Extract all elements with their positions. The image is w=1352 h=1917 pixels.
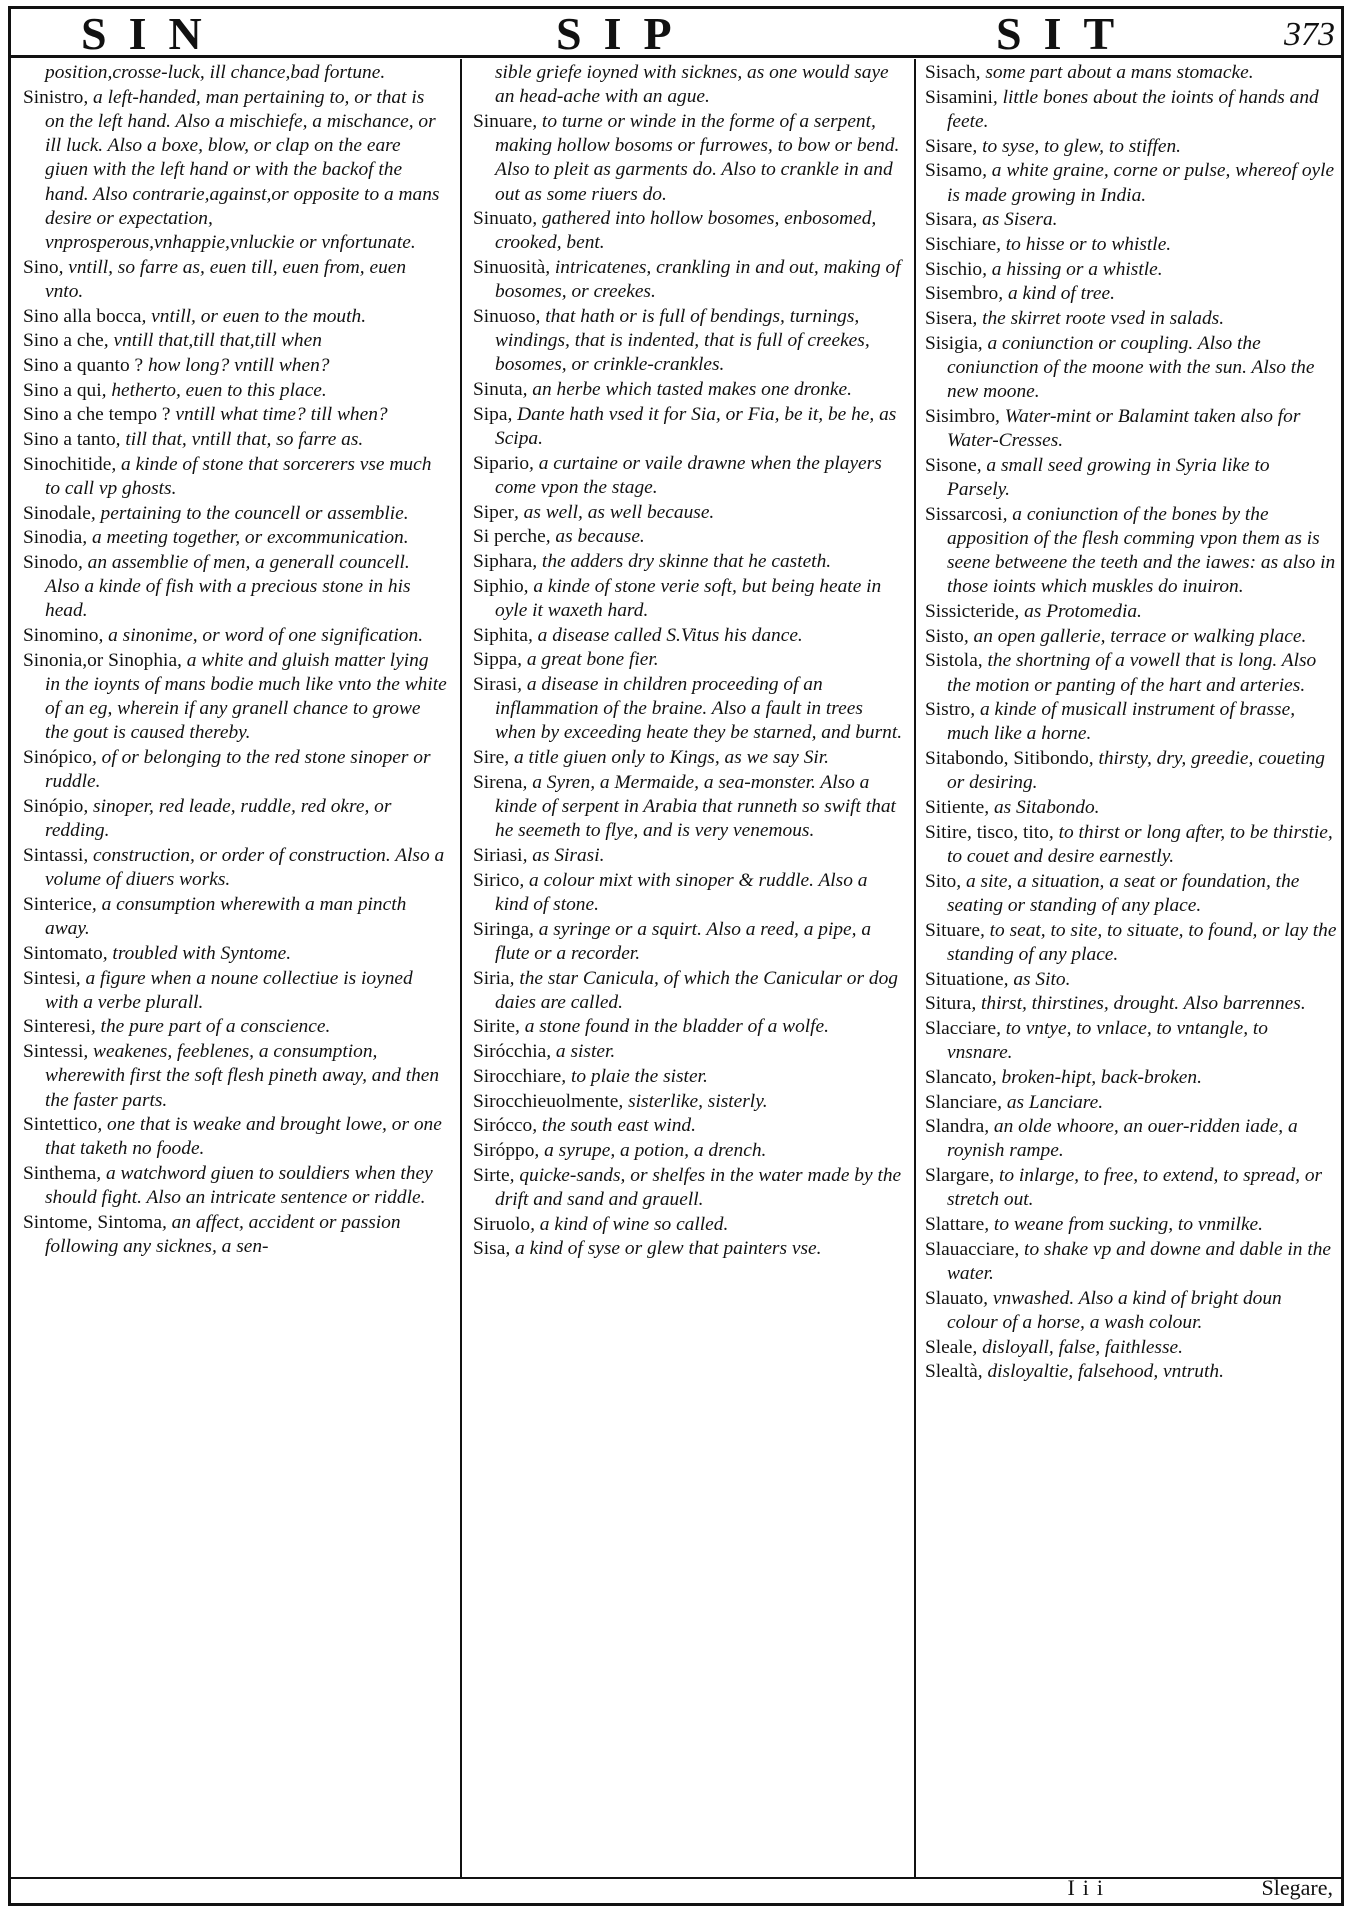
dictionary-entry (23, 1162, 448, 1210)
entry-definition: , a title giuen only to Kings, as we say Sir. (504, 747, 830, 769)
entry-headword: Slacciare (925, 1017, 997, 1039)
dictionary-entry (473, 305, 905, 378)
column-right (925, 61, 1337, 1867)
dictionary-entry (925, 1164, 1337, 1212)
entry-definition: , an affect, accident or passion following any sicknes, a sen- (45, 1212, 401, 1258)
entry-headword: Sipario (473, 452, 530, 474)
entry-definition: vntill what time? till when? (170, 404, 388, 426)
entry-definition: , the shortning of a vowell that is long. Also the motion or panting of the hart and arteries. (947, 650, 1317, 696)
dictionary-entry (23, 844, 448, 892)
entry-headword: Sisa (473, 1238, 506, 1260)
dictionary-entry (23, 1211, 448, 1259)
entry-definition: , a white graine, corne or pulse, whereof oyle is made growing in India. (947, 160, 1335, 206)
column-middle (473, 61, 905, 1867)
dictionary-entry (925, 600, 1337, 624)
dictionary-entry (925, 1360, 1337, 1384)
dictionary-entry (925, 747, 1337, 795)
entry-definition: , a coniunction or coupling. Also the coniunction of the moone with the sun. Also the new moone. (947, 332, 1315, 403)
entry-headword: Sisimbro (925, 405, 996, 427)
entry-headword: Sinodo (23, 552, 78, 574)
entry-headword: Sirena (473, 771, 523, 793)
entry-definition: , a kinde of musicall instrument of brasse, much like a horne. (947, 699, 1296, 745)
dictionary-entry (473, 1213, 905, 1237)
dictionary-entry (925, 698, 1337, 746)
entry-headword: Siphio (473, 575, 524, 597)
entry-headword: Sisembro (925, 283, 999, 305)
dictionary-entry (23, 551, 448, 624)
dictionary-entry (473, 1065, 905, 1089)
entry-definition: , to vntye, to vnlace, to vntangle, to vnsnare. (947, 1017, 1268, 1064)
dictionary-entry (473, 378, 905, 402)
dictionary-entry (925, 821, 1337, 869)
dictionary-entry (925, 454, 1337, 502)
entry-headword: Sinuare (473, 110, 533, 132)
entry-definition: , a kinde of stone that sorcerers vse much to call vp ghosts. (45, 453, 432, 499)
entry-definition: , a kind of tree. (998, 283, 1115, 305)
entry-headword: Sissicteride (925, 600, 1015, 622)
entry-headword: Sito (925, 870, 957, 892)
entry-headword: Sintesi (23, 967, 76, 989)
entry-headword: Sinistro (23, 86, 84, 108)
entry-definition: , sinoper, red leade, ruddle, red okre, or redding. (45, 796, 392, 842)
dictionary-entry (23, 624, 448, 648)
dictionary-entry (23, 329, 448, 353)
entry-definition: , as Sisera. (972, 209, 1058, 231)
entry-headword: Situare (925, 919, 980, 941)
entry-definition: , a consumption wherewith a man pincth away. (45, 893, 407, 940)
entry-headword: Sinuato (473, 208, 533, 230)
entry-definition: , as well, as well because. (513, 501, 715, 523)
entry-headword: Sire (473, 747, 505, 769)
dictionary-entry (23, 354, 448, 378)
dictionary-entry (473, 403, 905, 451)
entry-definition: , thirst, thirstines, drought. Also barrennes. (971, 993, 1306, 1015)
dictionary-entry (23, 61, 448, 85)
entry-headword: Siruolo (473, 1213, 531, 1235)
entry-definition: , a stone found in the bladder of a wolfe. (515, 1016, 830, 1038)
dictionary-entry (23, 649, 448, 746)
entry-definition: , gathered into hollow bosomes, enbosomed, crooked, bent. (495, 208, 877, 254)
dictionary-entry (23, 453, 448, 501)
entry-definition: , Dante hath vsed it for Sia, or Fia, be it, be he, as Scipa. (495, 403, 897, 450)
dictionary-entry (925, 870, 1337, 918)
entry-definition: sible griefe ioyned with sicknes, as one would saye an head-ache with an ague. (495, 62, 889, 108)
entry-headword: Sino a che tempo ? (23, 404, 171, 426)
entry-headword: Situatione (925, 968, 1004, 990)
entry-headword: Sinuta (473, 379, 523, 401)
dictionary-entry (23, 746, 448, 794)
dictionary-entry (473, 61, 905, 109)
dictionary-entry (925, 625, 1337, 649)
entry-headword: Sintome, Sintoma (23, 1212, 162, 1234)
dictionary-entry (473, 673, 905, 746)
dictionary-entry (925, 503, 1337, 600)
entry-definition: , an assemblie of men, a generall councell. Also a kinde of fish with a precious stone in his head. (45, 552, 411, 622)
entry-definition: , a sinonime, or word of one signification. (98, 625, 424, 647)
entry-definition: , a sister. (546, 1041, 616, 1063)
entry-headword: Sleale (925, 1336, 973, 1358)
entry-definition: , vntill, or euen to the mouth. (141, 305, 367, 327)
entry-definition: , the adders dry skinne that he casteth. (532, 551, 832, 573)
entry-headword: Sinuoso (473, 306, 536, 328)
entry-definition: , to plaie the sister. (561, 1065, 708, 1087)
entry-headword: Sissarcosi (925, 503, 1003, 525)
entry-definition: , the south east wind. (532, 1115, 696, 1137)
dictionary-entry (925, 1091, 1337, 1115)
dictionary-entry (473, 1237, 905, 1261)
dictionary-entry (925, 282, 1337, 306)
dictionary-entry (473, 746, 905, 770)
dictionary-entry (473, 110, 905, 207)
dictionary-entry (23, 942, 448, 966)
entry-definition: , that hath or is full of bendings, turnings, windings, that is indented, that is full of creekes, bosomes, or crinkle-crankles. (495, 306, 870, 376)
entry-headword: Sistro (925, 699, 971, 721)
entry-headword: Sistola (925, 650, 978, 672)
entry-definition: , of or belonging to the red stone sinoper or ruddle. (45, 747, 431, 793)
entry-definition: , a left-handed, man pertaining to, or that is on the left hand. Also a mischiefe, a mischance, or ill luck. Also a boxe, blow, or clap on the eare giuen with the left hand or with the backof the hand. Also contrarie,against,or opposite to a mans desire or expectation, vnprosperous,vnhappie,vnluckie or vnfortunate. (45, 86, 440, 253)
dictionary-entry (473, 1015, 905, 1039)
dictionary-entry (473, 967, 905, 1015)
entry-definition: , as Sito. (1003, 968, 1071, 990)
guide-word-left: SIN (81, 8, 224, 59)
dictionary-entry (925, 208, 1337, 232)
dictionary-entry (473, 624, 905, 648)
dictionary-entry (925, 1066, 1337, 1090)
signature-mark: Iii (1067, 1875, 1111, 1900)
entry-definition: how long? vntill when? (143, 354, 330, 376)
dictionary-entry (473, 501, 905, 525)
entry-headword: Sinodia (23, 527, 83, 549)
entry-definition: , vntill that,till that,till when (103, 330, 322, 352)
entry-headword: Slanciare (925, 1091, 998, 1113)
dictionary-entry (473, 918, 905, 966)
entry-headword: Sisamini (925, 86, 993, 108)
dictionary-entry (23, 893, 448, 941)
entry-headword: Sinópio (23, 796, 84, 818)
dictionary-entry (925, 1336, 1337, 1360)
dictionary-entry (23, 1113, 448, 1161)
entry-definition: , a kind of syse or glew that painters vse. (505, 1238, 822, 1260)
entry-definition: , a small seed growing in Syria like to Parsely. (947, 454, 1270, 500)
dictionary-entry (473, 771, 905, 844)
entry-headword: Sinochitide (23, 453, 112, 475)
dictionary-entry (925, 1287, 1337, 1335)
entry-headword: Sisare (925, 135, 973, 157)
dictionary-entry (925, 405, 1337, 453)
dictionary-entry (925, 258, 1337, 282)
entry-definition: , a kinde of stone verie soft, but being heate in oyle it waxeth hard. (495, 575, 882, 621)
dictionary-entry (23, 1015, 448, 1039)
dictionary-entry (23, 403, 448, 427)
entry-headword: Sinthema (23, 1163, 97, 1185)
dictionary-entry (473, 575, 905, 623)
entry-headword: Sinópico (23, 747, 92, 769)
entry-headword: Sisamo (925, 160, 983, 182)
entry-headword: Slattare (925, 1214, 985, 1236)
column-rule (460, 59, 462, 1879)
entry-headword: Sinteresi (23, 1016, 91, 1038)
dictionary-entry (473, 256, 905, 304)
entry-headword: Sino a qui (23, 379, 102, 401)
entry-definition: , a meeting together, or excommunication. (82, 527, 409, 549)
dictionary-entry (473, 1139, 905, 1163)
entry-headword: Sippa (473, 649, 518, 671)
entry-headword: Slargare (925, 1165, 990, 1187)
entry-definition: , vnwashed. Also a kind of bright doun colour of a horse, a wash colour. (947, 1287, 1282, 1333)
entry-headword: Sinomino (23, 625, 99, 647)
entry-headword: Siringa (473, 918, 530, 940)
guide-word-middle: SIP (556, 8, 694, 59)
entry-definition: , to thirst or long after, to be thirstie, to couet and desire earnestly. (947, 821, 1333, 867)
entry-definition: , to seat, to site, to situate, to found, or lay the standing of any place. (947, 919, 1337, 965)
entry-definition: , to inlarge, to free, to extend, to spread, or stretch out. (947, 1165, 1323, 1211)
entry-definition: , a disease called S.Vitus his dance. (527, 624, 803, 646)
dictionary-entry (23, 86, 448, 255)
entry-definition: , some part about a mans stomacke. (975, 62, 1254, 83)
entry-headword: Sisera (925, 308, 973, 330)
entry-headword: Sirasi (473, 674, 518, 696)
entry-headword: Sinterice (23, 893, 92, 915)
entry-headword: Siphita (473, 624, 528, 646)
entry-headword: Slealtà (925, 1361, 978, 1383)
entry-headword: Sirócchia (473, 1041, 547, 1063)
entry-headword: Sino a tanto (23, 429, 116, 451)
entry-definition: , hetherto, euen to this place. (101, 379, 327, 401)
dictionary-entry (473, 869, 905, 917)
dictionary-entry (925, 796, 1337, 820)
entry-headword: Si perche (473, 526, 546, 548)
entry-definition: , a hissing or a whistle. (982, 258, 1163, 280)
entry-headword: Siriasi (473, 845, 523, 866)
entry-definition: , a figure when a noune collectiue is ioyned with a verbe plurall. (45, 967, 413, 1013)
entry-definition: , Water-mint or Balamint taken also for Water-Cresses. (947, 405, 1301, 452)
entry-definition: , a white and gluish matter lying in the ioynts of mans bodie much like vnto the white of an eg, wherein if any granell chance to growe the gout is caused thereby. (45, 649, 447, 744)
dictionary-entry (23, 967, 448, 1015)
entry-headword: Slauacciare (925, 1238, 1015, 1260)
page-number: 373 (1284, 16, 1335, 53)
dictionary-entry (23, 428, 448, 452)
entry-definition: , an open gallerie, terrace or walking place. (963, 625, 1307, 647)
dictionary-entry (473, 525, 905, 549)
entry-headword: Sino alla bocca (23, 305, 142, 327)
dictionary-entry (925, 61, 1337, 85)
entry-headword: Sirico (473, 869, 520, 891)
entry-headword: Siróppo (473, 1139, 535, 1161)
entry-headword: Sino a che (23, 330, 104, 352)
entry-definition: , a kind of wine so called. (530, 1213, 729, 1235)
entry-headword: Siper (473, 501, 514, 523)
entry-headword: Sisone (925, 454, 977, 476)
entry-headword: Sintassi (23, 845, 84, 866)
entry-definition: , a coniunction of the bones by the apposition of the flesh comming vpon them as is seene betweene the teeth and the iawes: as also in those ioints which muskles do inuiron. (947, 503, 1336, 598)
dictionary-entry (925, 1213, 1337, 1237)
column-left (23, 61, 448, 1867)
entry-headword: Sirocchiare (473, 1065, 562, 1087)
entry-definition: , vntill, so farre as, euen till, euen from, euen vnto. (45, 256, 407, 302)
dictionary-entry (473, 452, 905, 500)
entry-definition: , to shake vp and downe and dable in the water. (947, 1238, 1332, 1284)
entry-headword: Sitabondo, Sitibondo (925, 748, 1089, 770)
dictionary-entry (473, 648, 905, 672)
dictionary-entry (473, 1090, 905, 1114)
entry-definition: , a great bone fier. (517, 649, 659, 671)
catchword: Slegare, (1261, 1875, 1333, 1900)
entry-definition: , weakenes, feeblenes, a consumption, wherewith first the soft flesh pineth away, and then the faster parts. (45, 1041, 440, 1111)
dictionary-entry (925, 649, 1337, 697)
entry-definition: , a watchword giuen to souldiers when they should fight. Also an intricate sentence or riddle. (45, 1163, 433, 1209)
entry-definition: , a site, a situation, a seat or foundation, the seating or standing of any place. (947, 870, 1300, 916)
dictionary-entry (473, 1114, 905, 1138)
dictionary-entry (23, 526, 448, 550)
entry-headword: Siria (473, 967, 510, 989)
entry-definition: , thirsty, dry, greedie, coueting or desiring. (947, 748, 1326, 794)
entry-definition: , broken-hipt, back-broken. (991, 1066, 1202, 1088)
dictionary-entry (473, 1040, 905, 1064)
entry-definition: , a curtaine or vaile drawne when the players come vpon the stage. (495, 452, 882, 498)
entry-headword: Sisigia (925, 332, 978, 354)
entry-headword: Sinonia,or Sinophia (23, 649, 178, 671)
dictionary-entry (23, 256, 448, 304)
entry-headword: Sirte (473, 1164, 510, 1186)
entry-headword: Sitire, tisco, tito (925, 821, 1049, 843)
entry-definition: , disloyaltie, falsehood, vntruth. (977, 1361, 1224, 1383)
entry-definition: position,crosse-luck, ill chance,bad fortune. (45, 62, 386, 83)
entry-definition: , the skirret roote vsed in salads. (972, 308, 1225, 330)
entry-headword: Sino (23, 256, 59, 278)
entry-headword: Sintomato (23, 942, 103, 964)
dictionary-page (8, 6, 1344, 1906)
entry-headword: Sinuosità (473, 257, 546, 279)
entry-headword: Sinodale (23, 502, 91, 524)
entry-definition: , a colour mixt with sinoper & ruddle. Also a kind of stone. (495, 869, 868, 915)
entry-definition: , construction, or order of construction. Also a volume of diuers works. (45, 845, 445, 891)
entry-definition: , little bones about the ioints of hands and feete. (947, 86, 1319, 132)
entry-headword: Sischiare (925, 233, 997, 255)
entry-definition: , a Syren, a Mermaide, a sea-monster. Also a kinde of serpent in Arabia that runneth so swift that he seemeth to flye, and is very venemous. (495, 771, 896, 842)
entry-definition: , one that is weake and brought lowe, or one that taketh no foode. (45, 1114, 442, 1160)
entry-headword: Sintettico (23, 1114, 98, 1136)
entry-definition: , as Sirasi. (522, 845, 605, 866)
dictionary-entry (925, 992, 1337, 1016)
entry-definition: , an herbe which tasted makes one dronke. (522, 379, 852, 401)
entry-definition: , a syringe or a squirt. Also a reed, a pipe, a flute or a recorder. (495, 918, 872, 964)
dictionary-entry (473, 207, 905, 255)
dictionary-entry (23, 379, 448, 403)
entry-definition: , as Sitabondo. (984, 797, 1100, 819)
entry-definition: , an olde whoore, an ouer-ridden iade, a roynish rampe. (947, 1116, 1298, 1162)
dictionary-entry (473, 1164, 905, 1212)
entry-definition: , disloyall, false, faithlesse. (972, 1336, 1183, 1358)
dictionary-entry (925, 86, 1337, 134)
entry-definition: , to turne or winde in the forme of a serpent, making hollow bosoms or furrowes, to bow or bend. Also to pleit as garments do. Also to crankle in and out as some riuers do. (495, 110, 900, 205)
entry-definition: , the star Canicula, of which the Canicular or dog daies are called. (495, 967, 898, 1013)
dictionary-entry (23, 1040, 448, 1113)
dictionary-entry (925, 332, 1337, 405)
entry-headword: Slandra (925, 1116, 985, 1138)
dictionary-entry (925, 135, 1337, 159)
dictionary-entry (925, 1017, 1337, 1065)
entry-headword: Sirócco (473, 1115, 533, 1137)
dictionary-entry (23, 795, 448, 843)
running-header (11, 9, 1341, 58)
entry-headword: Siphara (473, 551, 533, 573)
entry-headword: Sisach (925, 62, 976, 83)
entry-definition: , a syrupe, a potion, a drench. (534, 1139, 767, 1161)
entry-headword: Sischio (925, 258, 983, 280)
entry-headword: Sirite (473, 1016, 516, 1038)
entry-headword: Sitiente (925, 797, 985, 819)
entry-definition: , a disease in children proceeding of an inflammation of the braine. Also a fault in trees when by exceeding heate they be starned, and burnt. (495, 674, 903, 744)
entry-definition: , till that, vntill that, so farre as. (115, 429, 364, 451)
entry-definition: , as Protomedia. (1014, 600, 1142, 622)
entry-headword: Sirocchieuolmente (473, 1090, 619, 1112)
entry-headword: Slancato (925, 1066, 992, 1088)
dictionary-entry (925, 919, 1337, 967)
entry-definition: , to syse, to glew, to stiffen. (972, 135, 1182, 157)
entry-definition: , as because. (545, 526, 645, 548)
entry-definition: , to hisse or to whistle. (996, 233, 1172, 255)
entry-headword: Sino a quanto ? (23, 354, 144, 376)
entry-definition: , pertaining to the councell or assemblie. (90, 502, 409, 524)
dictionary-entry (925, 159, 1337, 207)
guide-word-right: SIT (996, 8, 1137, 59)
page-footer (11, 1877, 1341, 1903)
dictionary-entry (925, 307, 1337, 331)
entry-headword: Sintessi (23, 1041, 84, 1063)
entry-headword: Sisto (925, 625, 964, 647)
entry-definition: , as Lanciare. (997, 1091, 1104, 1113)
dictionary-entry (473, 550, 905, 574)
dictionary-entry (23, 502, 448, 526)
entry-headword: Sisara (925, 209, 973, 231)
entry-definition: , sisterlike, sisterly. (618, 1090, 768, 1112)
dictionary-entry (925, 968, 1337, 992)
entry-definition: , the pure part of a conscience. (90, 1016, 331, 1038)
dictionary-entry (925, 1115, 1337, 1163)
entry-definition: , troubled with Syntome. (102, 942, 292, 964)
entry-headword: Slauato (925, 1287, 984, 1309)
entry-definition: , quicke-sands, or shelfes in the water made by the drift and sand and grauell. (495, 1164, 902, 1210)
entry-definition: , to weane from sucking, to vnmilke. (984, 1214, 1264, 1236)
entry-definition: , intricatenes, crankling in and out, making of bosomes, or creekes. (495, 257, 901, 303)
dictionary-entry (925, 1238, 1337, 1286)
dictionary-entry (473, 844, 905, 868)
entry-headword: Sipa (473, 403, 508, 425)
entry-headword: Situra (925, 993, 972, 1015)
column-rule (914, 59, 916, 1879)
dictionary-entry (23, 305, 448, 329)
dictionary-entry (925, 233, 1337, 257)
